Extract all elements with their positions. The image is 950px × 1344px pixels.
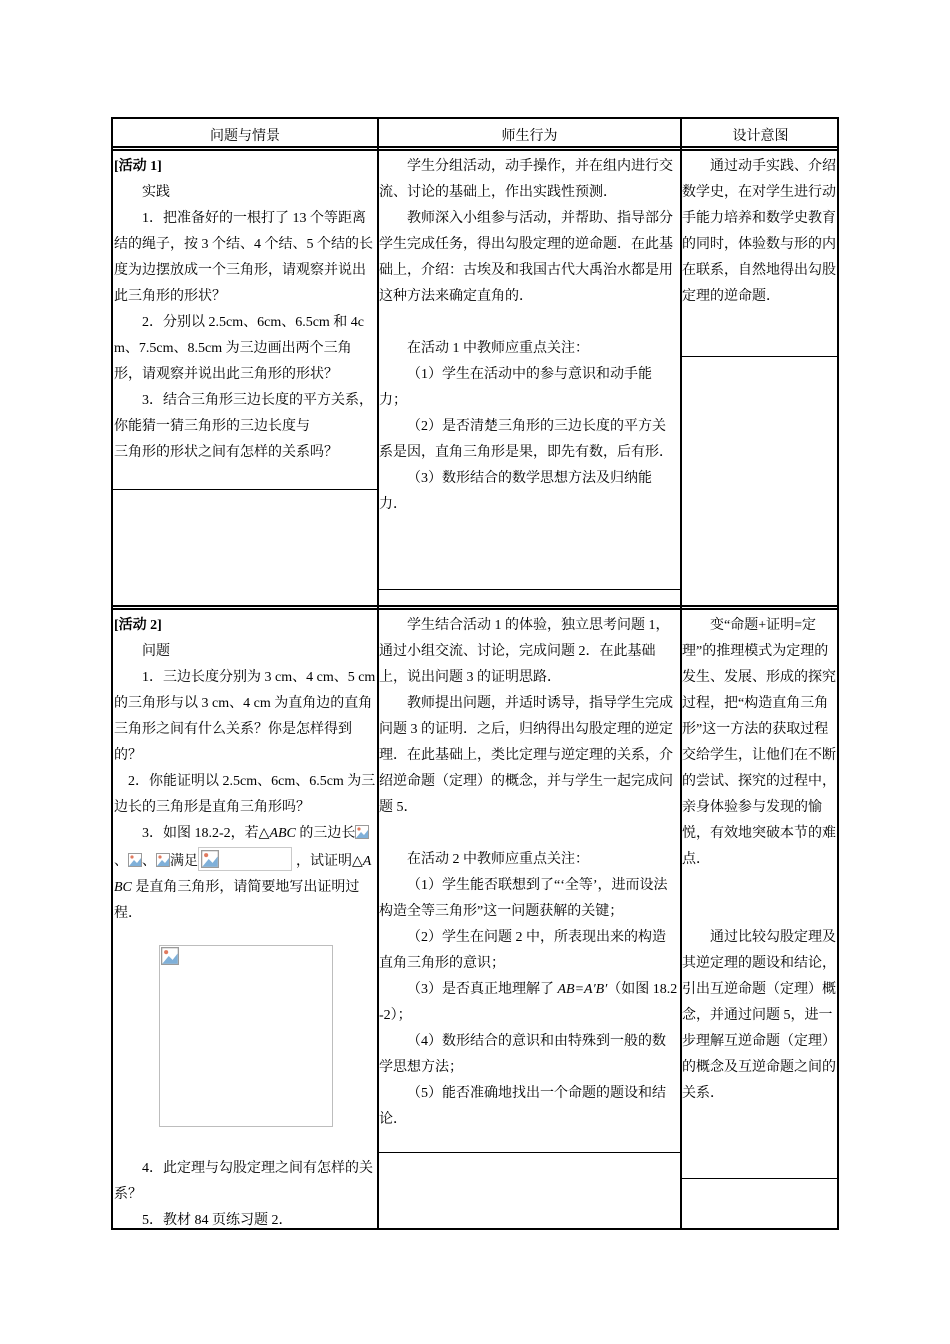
q3-text-mid: 的三边长 — [295, 826, 356, 841]
cell-line — [379, 589, 680, 590]
behavior-p6-pre: （3）是否真正地理解了 — [407, 982, 558, 997]
activity2-behavior-p6 — [379, 977, 679, 1029]
activity2-q1: 1．三边长度分别为 3 cm、4 cm、5 cm 的三角形与以 3 cm、4 cm 为直角边的直角三角形之间有什么关系？你是怎样得到的？ — [114, 670, 376, 763]
q3-text-post2: 是直角三角形，请简要地写出证明过程． — [114, 880, 360, 921]
activity1-intent-cell — [682, 154, 838, 310]
activity1-behavior-p3: 在活动 1 中教师应重点关注： — [407, 341, 589, 356]
cell-line — [682, 356, 839, 357]
activity2-behavior-p8: （5）能否准确地找出一个命题的题设和结论． — [379, 1086, 666, 1127]
activity1-q3a: 3．结合三角形三边长度的平方关系，你能猜一猜三角形的三边长度与 — [114, 393, 373, 434]
activity1-title: [活动 1] — [114, 159, 162, 174]
activity2-behavior-p1: 学生结合活动 1 的体验，独立思考问题 1，通过小组交流、讨论，完成问题 2．在此基础上，说出问题 3 的证明思路． — [379, 618, 670, 685]
activity2-intent-cell — [682, 613, 838, 1107]
activity1-q3b: 三角形的形状之间有怎样的关系吗？ — [114, 445, 338, 460]
behavior-p6-math: AB=A′B′ — [557, 982, 608, 997]
activity2-behavior-p7: （4）数形结合的意识和由特殊到一般的数学思想方法； — [379, 1034, 666, 1075]
activity1-behavior-p4: （1）学生在活动中的参与意识和动手能力； — [379, 367, 652, 408]
q3-text-post: ，试证明△ — [296, 854, 363, 869]
broken-image-icon — [128, 853, 142, 867]
q3-sep-1: 、 — [114, 854, 128, 869]
activity2-behavior-p4: （1）学生能否联想到了“‘全等’，进而设法构造全等三角形”这一问题获解的关键； — [379, 878, 668, 919]
activity1-behavior-p1: 学生分组活动，动手操作，并在组内进行交流、讨论的基础上，作出实践性预测． — [379, 159, 673, 200]
activity2-q5: 5．教材 84 页练习题 2． — [142, 1213, 293, 1228]
q3-abc-2: ABC — [114, 854, 372, 895]
figure-18-2-2-image — [159, 945, 333, 1127]
header-col-behavior: 师生行为 — [501, 129, 558, 144]
activity1-intent: 通过动手实践、介绍数学史，在对学生进行动手能力培养和数学史教育的同时，体验数与形的内在联系，自然地得出勾股定理的逆命题． — [682, 159, 836, 304]
activity2-q4: 4．此定理与勾股定理之间有怎样的关系？ — [114, 1161, 373, 1202]
activity1-q1: 1．把准备好的一根打了 13 个等距离结的绳子，按 3 个结、4 个结、5 个结的长度为边摆放成一个三角形，请观察并说出此三角形的形状？ — [114, 211, 373, 304]
lesson-plan-table — [111, 117, 839, 1230]
activity1-subtitle: 实践 — [142, 185, 170, 200]
broken-image-icon — [201, 850, 219, 868]
q3-text-pre: 3．如图 18.2-2，若△ — [142, 826, 270, 841]
activity2-intent-p1: 变“命题+证明=定理”的推理模式为定理的发生、发展、形成的探究过程，把“构造直角三角形”这一方法的获取过程交给学生，让他们在不断的尝试、探究的过程中，亲身体验参与发现的愉悦，有效地突破本节的难点． — [682, 618, 836, 867]
cell-line — [682, 1178, 839, 1179]
activity2-title: [活动 2] — [114, 618, 162, 633]
cell-line — [379, 1152, 680, 1153]
row-divider-bottom — [113, 608, 837, 610]
cell-line — [113, 489, 377, 490]
activity2-q2: 2．你能证明以 2.5cm、6cm、6.5cm 为三边长的三角形是直角三角形吗？ — [114, 774, 376, 815]
activity2-behavior-p5: （2）学生在问题 2 中，所表现出来的构造直角三角形的意识； — [379, 930, 666, 971]
activity1-behavior-cell — [379, 154, 679, 518]
activity2-behavior-p3: 在活动 2 中教师应重点关注： — [407, 852, 589, 867]
activity1-behavior-p6: （3）数形结合的数学思想方法及归纳能力． — [379, 471, 652, 512]
broken-image-icon — [161, 947, 179, 965]
q3-abc: ABC — [269, 826, 296, 841]
behavior-p6-post: （如图 18.2-2）； — [379, 982, 678, 1023]
activity2-q3 — [114, 821, 376, 927]
q3-satisfy: 满足 — [170, 854, 198, 869]
activity2-intent-p2: 通过比较勾股定理及其逆定理的题设和结论，引出互逆命题（定理）概念，并通过问题 5，进一步理解互逆命题（定理）的概念及互逆命题之间的关系． — [682, 930, 836, 1101]
activity2-question-cell — [114, 613, 376, 927]
activity1-behavior-p2: 教师深入小组参与活动，并帮助、指导部分学生完成任务，得出勾股定理的逆命题．在此基础上，介绍：古埃及和我国古代大禹治水都是用这种方法来确定直角的． — [379, 211, 673, 304]
header-col-intent: 设计意图 — [732, 129, 789, 144]
activity2-behavior-cell — [379, 613, 679, 1133]
activity2-question-cell-lower — [114, 1156, 376, 1234]
activity1-behavior-p5: （2）是否清楚三角形的三边长度的平方关系是因，直角三角形是果，即先有数，后有形． — [379, 419, 673, 460]
activity2-subtitle: 问题 — [142, 644, 170, 659]
activity2-behavior-p2: 教师提出问题，并适时诱导，指导学生完成问题 3 的证明．之后，归纳得出勾股定理的逆定理．在此基础上，类比定理与逆定理的关系，介绍逆命题（定理）的概念，并与学生一起完成问题 5． — [379, 696, 673, 815]
q3-sep-2: 、 — [142, 854, 156, 869]
broken-image-icon — [355, 825, 369, 839]
header-col-question: 问题与情景 — [210, 129, 280, 144]
broken-image-icon — [156, 853, 170, 867]
activity1-question-cell — [114, 154, 376, 466]
activity1-q2: 2．分别以 2.5cm、6cm、6.5cm 和 4cm、7.5cm、8.5cm 为三边画出两个三角形，请观察并说出此三角形的形状？ — [114, 315, 365, 382]
row-divider-top — [113, 605, 837, 607]
equation-image — [198, 847, 292, 871]
